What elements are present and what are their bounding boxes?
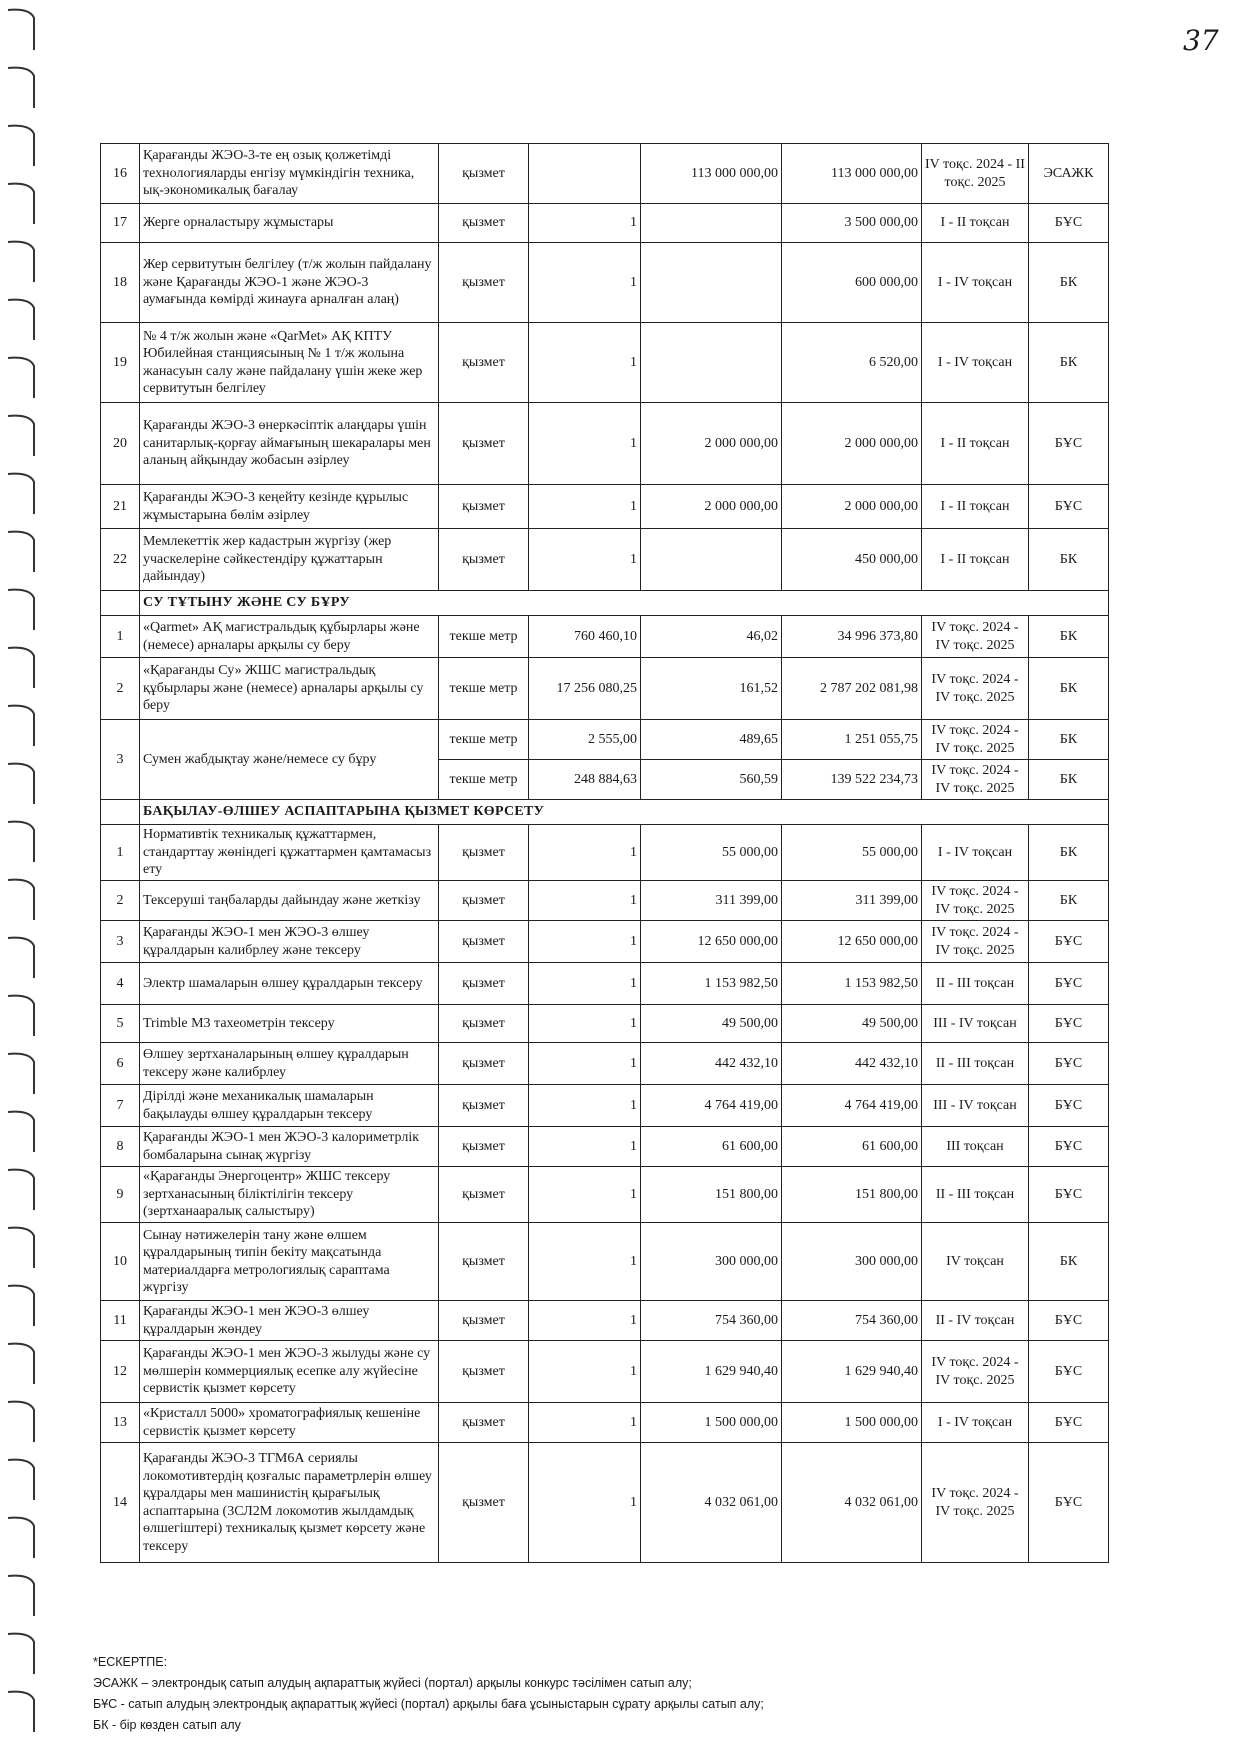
- cell-price: 442 432,10: [641, 1043, 782, 1085]
- cell-total: 61 600,00: [782, 1127, 922, 1167]
- cell-qty: 1: [529, 1341, 641, 1403]
- table-row: [101, 243, 1109, 323]
- binding-hook: [8, 416, 34, 456]
- item-name: Электр шамаларын өлшеу құралдарын тексеру: [140, 963, 439, 1005]
- cell-price: 61 600,00: [641, 1127, 782, 1167]
- cell-price: 560,59: [641, 760, 782, 800]
- cell-unit: қызмет: [439, 144, 529, 204]
- table-row: [101, 529, 1109, 591]
- cell-price: 489,65: [641, 720, 782, 760]
- cell-qty: 1: [529, 403, 641, 485]
- cell-price: 4 032 061,00: [641, 1443, 782, 1563]
- binding-hook: [8, 1518, 34, 1558]
- cell-total: 6 520,00: [782, 323, 922, 403]
- table-row: [101, 1167, 1109, 1223]
- table-row: [101, 1127, 1109, 1167]
- cell-total: 12 650 000,00: [782, 921, 922, 963]
- cell-qty: 1: [529, 825, 641, 881]
- item-name: Қарағанды ЖЭО-3-те ең озық қолжетімді технологияларды енгізу мүмкіндігін техника, ық-экономикалық бағалау: [140, 144, 439, 204]
- row-number: 14: [101, 1443, 140, 1563]
- table-row: [101, 921, 1109, 963]
- cell-price: [641, 529, 782, 591]
- binding-hook: [8, 1402, 34, 1442]
- cell-total: 1 500 000,00: [782, 1403, 922, 1443]
- row-number: 7: [101, 1085, 140, 1127]
- cell-qty: 760 460,10: [529, 616, 641, 658]
- cell-total: 754 360,00: [782, 1301, 922, 1341]
- row-number: 16: [101, 144, 140, 204]
- binding-hook: [8, 1170, 34, 1210]
- cell-method: БҰС: [1029, 1043, 1109, 1085]
- item-name: Нормативтік техникалық құжаттармен, стандарттау жөніндегі құжаттармен қамтамасыз ету: [140, 825, 439, 881]
- item-name: Жер сервитутын белгілеу (т/ж жолын пайдалану және Қарағанды ЖЭО-1 және ЖЭО-3 аумағында көмірді жинауға арналған алаң): [140, 243, 439, 323]
- item-name: «Кристалл 5000» хроматографиялық кешеніне сервистік қызмет көрсету: [140, 1403, 439, 1443]
- item-name: Қарағанды ЖЭО-1 мен ЖЭО-3 калориметрлік бомбаларына сынақ жүргізу: [140, 1127, 439, 1167]
- cell-unit: текше метр: [439, 616, 529, 658]
- row-number: 18: [101, 243, 140, 323]
- cell-unit: қызмет: [439, 921, 529, 963]
- cell-qty: 1: [529, 323, 641, 403]
- cell-unit: қызмет: [439, 1223, 529, 1301]
- cell-total: 442 432,10: [782, 1043, 922, 1085]
- table-row: [101, 1301, 1109, 1341]
- row-number: 9: [101, 1167, 140, 1223]
- cell-method: БҰС: [1029, 1085, 1109, 1127]
- table-row: [101, 323, 1109, 403]
- section-spacer-cell: [101, 800, 140, 825]
- binding-hook: [8, 996, 34, 1036]
- cell-price: 49 500,00: [641, 1005, 782, 1043]
- row-number: 10: [101, 1223, 140, 1301]
- cell-method: БҰС: [1029, 1403, 1109, 1443]
- cell-unit: қызмет: [439, 1167, 529, 1223]
- row-number: 13: [101, 1403, 140, 1443]
- item-name: Қарағанды ЖЭО-3 кеңейту кезінде құрылыс жұмыстарына бөлім әзірлеу: [140, 485, 439, 529]
- item-name: Қарағанды ЖЭО-1 мен ЖЭО-3 жылуды және су мөлшерін коммерциялық есепке алу жүйесіне сервистік қызмет көрсету: [140, 1341, 439, 1403]
- cell-period: II - IV тоқсан: [922, 1301, 1029, 1341]
- item-name: Жерге орналастыру жұмыстары: [140, 204, 439, 243]
- cell-period: I - II тоқсан: [922, 529, 1029, 591]
- cell-unit: қызмет: [439, 1443, 529, 1563]
- cell-price: 2 000 000,00: [641, 403, 782, 485]
- cell-unit: қызмет: [439, 881, 529, 921]
- cell-unit: қызмет: [439, 1301, 529, 1341]
- table-row: [101, 1005, 1109, 1043]
- cell-period: I - IV тоқсан: [922, 1403, 1029, 1443]
- cell-qty: 1: [529, 1167, 641, 1223]
- cell-method: БК: [1029, 760, 1109, 800]
- cell-period: II - III тоқсан: [922, 1167, 1029, 1223]
- cell-total: 1 629 940,40: [782, 1341, 922, 1403]
- table-row: [101, 825, 1109, 881]
- row-number: 5: [101, 1005, 140, 1043]
- binding-margin: [0, 0, 46, 1754]
- cell-unit: текше метр: [439, 720, 529, 760]
- cell-method: БҰС: [1029, 1005, 1109, 1043]
- row-number: 3: [101, 921, 140, 963]
- item-name: «Қарағанды Энергоцентр» ЖШС тексеру зертханасының біліктілігін тексеру (зертханааралық салыстыру): [140, 1167, 439, 1223]
- cell-method: БҰС: [1029, 403, 1109, 485]
- cell-qty: 1: [529, 243, 641, 323]
- row-number: 2: [101, 658, 140, 720]
- cell-method: ЭСАЖК: [1029, 144, 1109, 204]
- row-number: 1: [101, 825, 140, 881]
- cell-total: 1 251 055,75: [782, 720, 922, 760]
- item-name: Қарағанды ЖЭО-1 мен ЖЭО-3 өлшеу құралдарын калибрлеу және тексеру: [140, 921, 439, 963]
- cell-price: 151 800,00: [641, 1167, 782, 1223]
- cell-period: IV тоқс. 2024 - IV тоқс. 2025: [922, 921, 1029, 963]
- cell-period: I - IV тоқсан: [922, 323, 1029, 403]
- cell-unit: қызмет: [439, 1043, 529, 1085]
- cell-qty: 1: [529, 881, 641, 921]
- cell-method: БҰС: [1029, 1301, 1109, 1341]
- cell-method: БК: [1029, 881, 1109, 921]
- cell-unit: қызмет: [439, 1403, 529, 1443]
- cell-price: [641, 323, 782, 403]
- cell-period: II - III тоқсан: [922, 1043, 1029, 1085]
- row-number: 6: [101, 1043, 140, 1085]
- cell-price: 311 399,00: [641, 881, 782, 921]
- notes-line: БҰС - сатып алудың электрондық ақпараттық жүйесі (портал) арқылы баға ұсыныстарын сұрату арқылы сатып алу;: [93, 1697, 764, 1711]
- table-row: [101, 1085, 1109, 1127]
- cell-method: БҰС: [1029, 963, 1109, 1005]
- row-number: 2: [101, 881, 140, 921]
- cell-total: 4 032 061,00: [782, 1443, 922, 1563]
- table-row: [101, 1403, 1109, 1443]
- procurement-table: [100, 143, 1109, 1563]
- cell-total: 49 500,00: [782, 1005, 922, 1043]
- binding-hook: [8, 1576, 34, 1616]
- cell-unit: қызмет: [439, 825, 529, 881]
- cell-qty: 1: [529, 1043, 641, 1085]
- cell-period: III - IV тоқсан: [922, 1005, 1029, 1043]
- cell-period: IV тоқс. 2024 - IV тоқс. 2025: [922, 881, 1029, 921]
- table-row: [101, 1443, 1109, 1563]
- table-row: [101, 616, 1109, 658]
- cell-total: 300 000,00: [782, 1223, 922, 1301]
- cell-unit: қызмет: [439, 243, 529, 323]
- cell-price: 12 650 000,00: [641, 921, 782, 963]
- cell-qty: 1: [529, 485, 641, 529]
- binding-hook: [8, 706, 34, 746]
- cell-qty: 1: [529, 1223, 641, 1301]
- binding-hook: [8, 126, 34, 166]
- cell-method: БК: [1029, 1223, 1109, 1301]
- cell-period: IV тоқс. 2024 - IV тоқс. 2025: [922, 760, 1029, 800]
- cell-method: БҰС: [1029, 1127, 1109, 1167]
- table-row: [101, 144, 1109, 204]
- row-number: 11: [101, 1301, 140, 1341]
- cell-total: 113 000 000,00: [782, 144, 922, 204]
- cell-price: 754 360,00: [641, 1301, 782, 1341]
- cell-price: 46,02: [641, 616, 782, 658]
- cell-qty: 248 884,63: [529, 760, 641, 800]
- cell-period: I - II тоқсан: [922, 403, 1029, 485]
- section-spacer-cell: [101, 591, 140, 616]
- binding-hook: [8, 474, 34, 514]
- cell-period: IV тоқсан: [922, 1223, 1029, 1301]
- cell-total: 4 764 419,00: [782, 1085, 922, 1127]
- cell-price: [641, 243, 782, 323]
- cell-price: 2 000 000,00: [641, 485, 782, 529]
- cell-method: БҰС: [1029, 1443, 1109, 1563]
- binding-hook: [8, 184, 34, 224]
- cell-period: IV тоқс. 2024 - II тоқс. 2025: [922, 144, 1029, 204]
- cell-total: 55 000,00: [782, 825, 922, 881]
- cell-qty: 1: [529, 529, 641, 591]
- binding-hook: [8, 1634, 34, 1674]
- cell-method: БК: [1029, 720, 1109, 760]
- binding-hook: [8, 1228, 34, 1268]
- cell-unit: қызмет: [439, 204, 529, 243]
- item-name: Сынау нәтижелерін тану және өлшем құралдарының типін бекіту мақсатында материалдарға метрологиялық сараптама жүргізу: [140, 1223, 439, 1301]
- binding-hook: [8, 764, 34, 804]
- cell-method: БК: [1029, 529, 1109, 591]
- cell-period: I - II тоқсан: [922, 204, 1029, 243]
- table-row: [101, 1223, 1109, 1301]
- item-name: Сумен жабдықтау және/немесе су бұру: [140, 720, 439, 800]
- cell-total: 2 000 000,00: [782, 403, 922, 485]
- cell-unit: қызмет: [439, 323, 529, 403]
- item-name: Дірілді және механикалық шамаларын бақылауды өлшеу құралдарын тексеру: [140, 1085, 439, 1127]
- row-number: 1: [101, 616, 140, 658]
- cell-price: 300 000,00: [641, 1223, 782, 1301]
- cell-total: 34 996 373,80: [782, 616, 922, 658]
- cell-unit: қызмет: [439, 485, 529, 529]
- binding-hook: [8, 1112, 34, 1152]
- cell-method: БК: [1029, 616, 1109, 658]
- cell-unit: қызмет: [439, 1005, 529, 1043]
- section-title: СУ ТҰТЫНУ ЖӘНЕ СУ БҰРУ: [140, 591, 1109, 616]
- cell-method: БҰС: [1029, 204, 1109, 243]
- binding-hook: [8, 938, 34, 978]
- binding-hook: [8, 648, 34, 688]
- cell-method: БК: [1029, 243, 1109, 323]
- cell-method: БК: [1029, 658, 1109, 720]
- cell-period: IV тоқс. 2024 - IV тоқс. 2025: [922, 658, 1029, 720]
- table-row: [101, 204, 1109, 243]
- cell-total: 1 153 982,50: [782, 963, 922, 1005]
- cell-qty: 1: [529, 1085, 641, 1127]
- item-name: Қарағанды ЖЭО-3 ТГМ6А сериялы локомотивтердің қозғалыс параметрлерін өлшеу құралдары мен машинистің қырағылық аспаптарына (3СЛ2М локомотив жылдамдық өлшегіштері) техникалық қызмет көрсету және тексеру: [140, 1443, 439, 1563]
- cell-price: 113 000 000,00: [641, 144, 782, 204]
- binding-hook: [8, 590, 34, 630]
- binding-hook: [8, 10, 34, 50]
- cell-price: 161,52: [641, 658, 782, 720]
- binding-hook: [8, 68, 34, 108]
- item-name: «Қарағанды Су» ЖШС магистральдық құбырлары және (немесе) арналары арқылы су беру: [140, 658, 439, 720]
- table-row: [101, 485, 1109, 529]
- cell-period: II - III тоқсан: [922, 963, 1029, 1005]
- binding-marks-icon: [0, 0, 46, 1754]
- cell-qty: 1: [529, 1443, 641, 1563]
- section-header-row: [101, 591, 1109, 616]
- cell-total: 2 787 202 081,98: [782, 658, 922, 720]
- cell-unit: қызмет: [439, 1085, 529, 1127]
- cell-qty: 17 256 080,25: [529, 658, 641, 720]
- cell-unit: қызмет: [439, 529, 529, 591]
- cell-method: БҰС: [1029, 1341, 1109, 1403]
- table-row: [101, 720, 1109, 760]
- table-body: [101, 144, 1109, 1563]
- cell-total: 139 522 234,73: [782, 760, 922, 800]
- item-name: Мемлекеттік жер кадастрын жүргізу (жер учаскелеріне сәйкестендіру құжаттарын дайындау): [140, 529, 439, 591]
- row-number: 12: [101, 1341, 140, 1403]
- cell-method: БҰС: [1029, 1167, 1109, 1223]
- cell-unit: қызмет: [439, 403, 529, 485]
- item-name: Тексеруші таңбаларды дайындау және жеткізу: [140, 881, 439, 921]
- row-number: 17: [101, 204, 140, 243]
- cell-price: 1 629 940,40: [641, 1341, 782, 1403]
- cell-qty: 1: [529, 1127, 641, 1167]
- item-name: Қарағанды ЖЭО-1 мен ЖЭО-3 өлшеу құралдарын жөндеу: [140, 1301, 439, 1341]
- binding-hook: [8, 1286, 34, 1326]
- cell-unit: текше метр: [439, 760, 529, 800]
- binding-hook: [8, 358, 34, 398]
- cell-period: I - II тоқсан: [922, 485, 1029, 529]
- cell-unit: қызмет: [439, 963, 529, 1005]
- binding-hook: [8, 880, 34, 920]
- binding-hook: [8, 1692, 34, 1732]
- binding-hook: [8, 532, 34, 572]
- cell-total: 3 500 000,00: [782, 204, 922, 243]
- binding-hook: [8, 300, 34, 340]
- section-title: БАҚЫЛАУ-ӨЛШЕУ АСПАПТАРЫНА ҚЫЗМЕТ КӨРСЕТУ: [140, 800, 1109, 825]
- cell-method: БК: [1029, 323, 1109, 403]
- cell-period: III тоқсан: [922, 1127, 1029, 1167]
- row-number: 8: [101, 1127, 140, 1167]
- cell-period: IV тоқс. 2024 - IV тоқс. 2025: [922, 720, 1029, 760]
- notes-line: БК - бір көзден сатып алу: [93, 1718, 241, 1732]
- cell-period: IV тоқс. 2024 - IV тоқс. 2025: [922, 616, 1029, 658]
- cell-period: IV тоқс. 2024 - IV тоқс. 2025: [922, 1443, 1029, 1563]
- cell-price: [641, 204, 782, 243]
- cell-qty: 1: [529, 204, 641, 243]
- cell-method: БҰС: [1029, 921, 1109, 963]
- cell-qty: 2 555,00: [529, 720, 641, 760]
- cell-unit: қызмет: [439, 1127, 529, 1167]
- binding-hook: [8, 242, 34, 282]
- binding-hook: [8, 1460, 34, 1500]
- cell-period: I - IV тоқсан: [922, 243, 1029, 323]
- cell-total: 151 800,00: [782, 1167, 922, 1223]
- cell-unit: текше метр: [439, 658, 529, 720]
- cell-qty: 1: [529, 963, 641, 1005]
- cell-qty: 1: [529, 1005, 641, 1043]
- item-name: Қарағанды ЖЭО-3 өнеркәсіптік алаңдары үшін санитарлық-қорғау аймағының шекаралары мен аланың айқындау жобасын әзірлеу: [140, 403, 439, 485]
- cell-period: III - IV тоқсан: [922, 1085, 1029, 1127]
- cell-period: IV тоқс. 2024 - IV тоқс. 2025: [922, 1341, 1029, 1403]
- item-name: «Qarmet» АҚ магистральдық құбырлары және (немесе) арналары арқылы су беру: [140, 616, 439, 658]
- cell-qty: 1: [529, 1403, 641, 1443]
- page-number: 37: [1183, 24, 1219, 57]
- notes-line: ЭСАЖК – электрондық сатып алудың ақпараттық жүйесі (портал) арқылы конкурс тәсілімен сатып алу;: [93, 1676, 692, 1690]
- cell-qty: 1: [529, 1301, 641, 1341]
- cell-price: 55 000,00: [641, 825, 782, 881]
- table-row: [101, 881, 1109, 921]
- table-row: [101, 403, 1109, 485]
- item-name: Trimble M3 тахеометрін тексеру: [140, 1005, 439, 1043]
- cell-method: БҰС: [1029, 485, 1109, 529]
- section-header-row: [101, 800, 1109, 825]
- cell-method: БК: [1029, 825, 1109, 881]
- cell-total: 450 000,00: [782, 529, 922, 591]
- cell-total: 2 000 000,00: [782, 485, 922, 529]
- notes-block: [93, 1652, 764, 1736]
- cell-price: 4 764 419,00: [641, 1085, 782, 1127]
- row-number: 20: [101, 403, 140, 485]
- row-number: 21: [101, 485, 140, 529]
- binding-hook: [8, 1054, 34, 1094]
- binding-hook: [8, 1344, 34, 1384]
- notes-heading: *ЕСКЕРТПЕ:: [93, 1655, 168, 1669]
- cell-price: 1 153 982,50: [641, 963, 782, 1005]
- table-row: [101, 1043, 1109, 1085]
- row-number: 3: [101, 720, 140, 800]
- item-name: Өлшеу зертханаларының өлшеу құралдарын тексеру және калибрлеу: [140, 1043, 439, 1085]
- cell-unit: қызмет: [439, 1341, 529, 1403]
- table-row: [101, 658, 1109, 720]
- binding-hook: [8, 822, 34, 862]
- row-number: 4: [101, 963, 140, 1005]
- row-number: 19: [101, 323, 140, 403]
- cell-total: 600 000,00: [782, 243, 922, 323]
- item-name: № 4 т/ж жолын және «QarMet» АҚ КПТУ Юбилейная станциясының № 1 т/ж жолына жанасуын салу және пайдалану үшін жеке жер сервитутын белгілеу: [140, 323, 439, 403]
- cell-qty: 1: [529, 921, 641, 963]
- table-row: [101, 1341, 1109, 1403]
- cell-price: 1 500 000,00: [641, 1403, 782, 1443]
- row-number: 22: [101, 529, 140, 591]
- cell-period: I - IV тоқсан: [922, 825, 1029, 881]
- cell-qty: [529, 144, 641, 204]
- cell-total: 311 399,00: [782, 881, 922, 921]
- table-row: [101, 963, 1109, 1005]
